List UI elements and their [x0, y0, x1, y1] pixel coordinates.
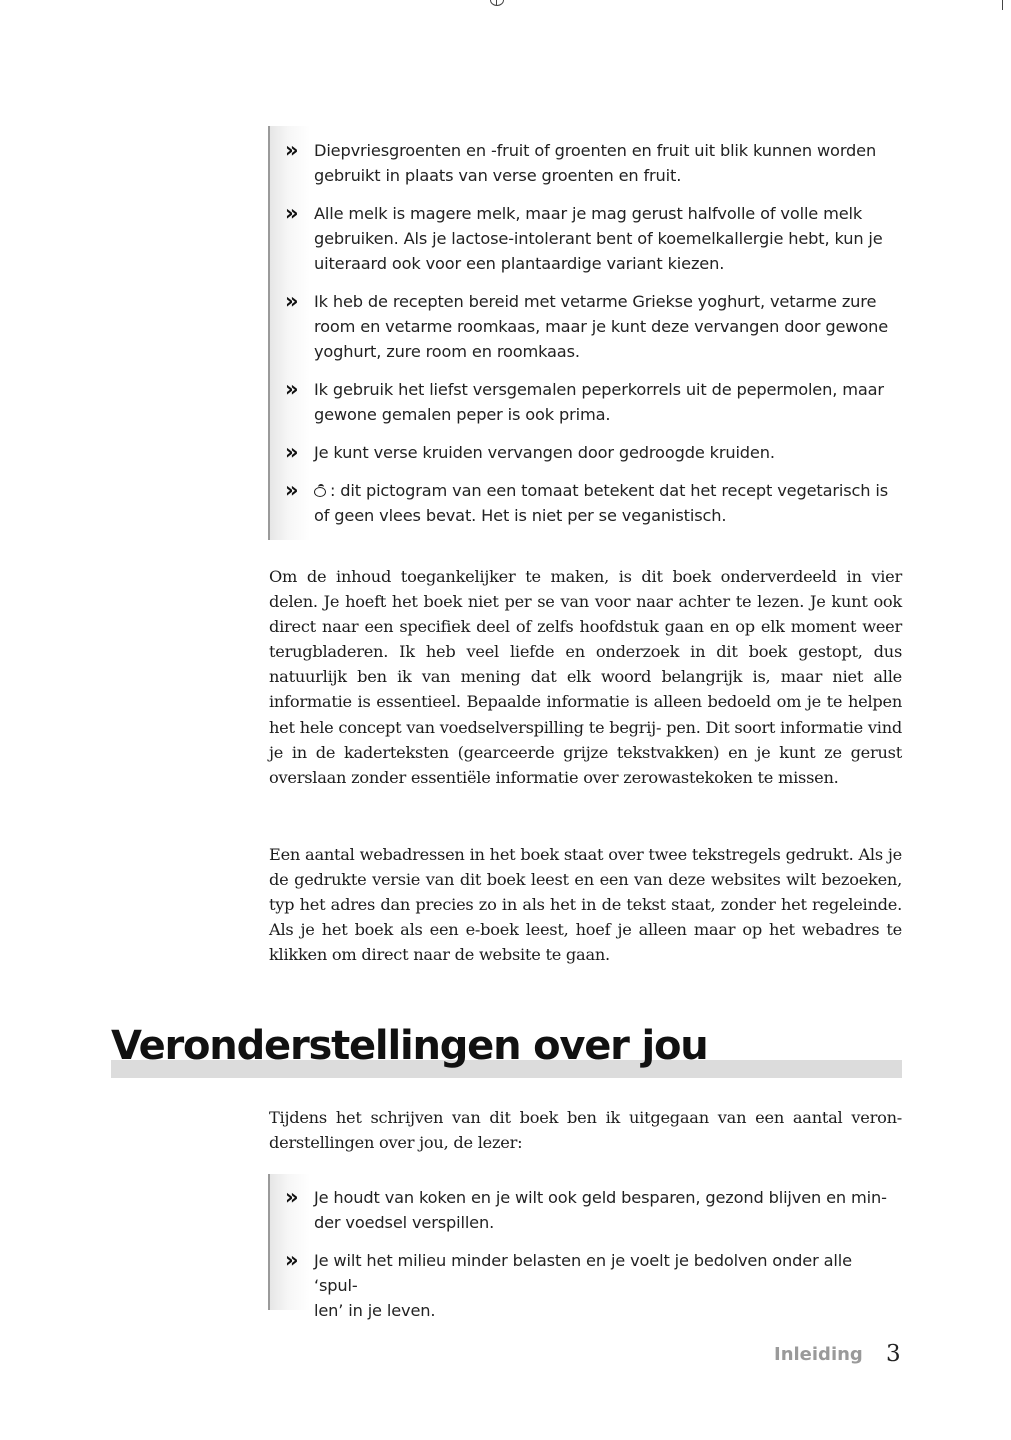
assumptions-block — [268, 1174, 902, 1320]
list-item — [270, 138, 902, 188]
list-item-line: gewone gemalen peper is ook prima. — [314, 405, 611, 424]
list-item-line: gebruiken. Als je lactose-intolerant bent of koemelkallergie hebt, kun je — [314, 229, 883, 248]
body-paragraph-assumptions-intro: Tijdens het schrijven van dit boek ben ik uitgegaan van een aantal veron- derstellingen over jou, de lezer: — [269, 1108, 902, 1153]
list-item-line: Diepvriesgroenten en -fruit of groenten en fruit uit blik kunnen worden — [314, 141, 877, 160]
list-item — [270, 440, 902, 465]
tips-list — [270, 138, 902, 528]
bullet-marker: » — [285, 289, 299, 313]
tips-block — [268, 126, 902, 540]
page-number: 3 — [886, 1341, 901, 1367]
list-item — [270, 377, 902, 427]
crop-mark-right — [1002, 0, 1003, 10]
list-item — [270, 201, 902, 276]
list-item — [270, 1248, 902, 1323]
list-item — [270, 1185, 902, 1235]
crop-mark-top — [490, 0, 504, 6]
tomato-icon — [314, 485, 328, 497]
list-item-line: Je houdt van koken en je wilt ook geld besparen, gezond blijven en min- — [314, 1188, 887, 1207]
list-item-line: gebruikt in plaats van verse groenten en fruit. — [314, 166, 682, 185]
list-item-line: der voedsel verspillen. — [314, 1213, 495, 1232]
running-footer-label: Inleiding — [774, 1344, 863, 1365]
bullet-marker: » — [285, 377, 299, 401]
section-heading: Veronderstellingen over jou — [111, 1023, 708, 1069]
list-item-line: Ik heb de recepten bereid met vetarme Griekse yoghurt, vetarme zure — [314, 292, 877, 311]
list-item-line: of geen vlees bevat. Het is niet per se veganistisch. — [314, 506, 727, 525]
bullet-marker: » — [285, 138, 299, 162]
bullet-marker: » — [285, 1248, 299, 1272]
body-paragraph-structure: Om de inhoud toegankelijker te maken, is dit boek onderverdeeld in vier delen. Je hoeft het boek niet per se van voor naar achter te lezen. Je kunt ook direct naar een specifiek deel of zelfs hoofdstuk gaan en op elk moment weer terugbladeren. Ik heb veel liefde en onderzoek in dit boek gestopt, dus natuurlijk ben ik van mening dat elk woord belangrijk is, maar niet alle informatie is essentieel. Bepaalde informatie is alleen bedoeld om je te helpen het hele concept van voedselverspilling te begrij- pen. Dit soort informatie vind je in de kaderteksten (gearceerde grijze tekstvakken) en je kunt ze gerust overslaan zonder essentiële informatie over zerowastekoken te missen. — [269, 567, 902, 787]
list-item-line: Ik gebruik het liefst versgemalen peperkorrels uit de pepermolen, maar — [314, 380, 884, 399]
assumptions-list — [270, 1185, 902, 1323]
list-item-line: Je kunt verse kruiden vervangen door gedroogde kruiden. — [314, 443, 775, 462]
list-item-vegetarian-legend — [270, 478, 902, 528]
list-item-line: uiteraard ook voor een plantaardige variant kiezen. — [314, 254, 725, 273]
bullet-marker: » — [285, 478, 299, 502]
list-item-line: yoghurt, zure room en roomkaas. — [314, 342, 580, 361]
bullet-marker: » — [285, 201, 299, 225]
list-item — [270, 289, 902, 364]
list-item-line: room en vetarme roomkaas, maar je kunt deze vervangen door gewone — [314, 317, 889, 336]
bullet-marker: » — [285, 1185, 299, 1209]
list-item-line: Alle melk is magere melk, maar je mag gerust halfvolle of volle melk — [314, 204, 863, 223]
body-paragraph-web-addresses: Een aantal webadressen in het boek staat over twee tekstregels gedrukt. Als je de gedrukte versie van dit boek leest en een van deze websites wilt bezoeken, typ het adres dan precies zo in als het in de tekst staat, zonder het regeleinde. Als je het boek als een e-boek leest, hoef je alleen maar op het webadres te klikken om direct naar de website te gaan. — [269, 845, 902, 965]
list-item-line: : dit pictogram van een tomaat betekent dat het recept vegetarisch is — [330, 481, 888, 500]
list-item-line: len’ in je leven. — [314, 1301, 436, 1320]
list-item-line: Je wilt het milieu minder belasten en je voelt je bedolven onder alle ‘spul- — [314, 1251, 852, 1295]
bullet-marker: » — [285, 440, 299, 464]
